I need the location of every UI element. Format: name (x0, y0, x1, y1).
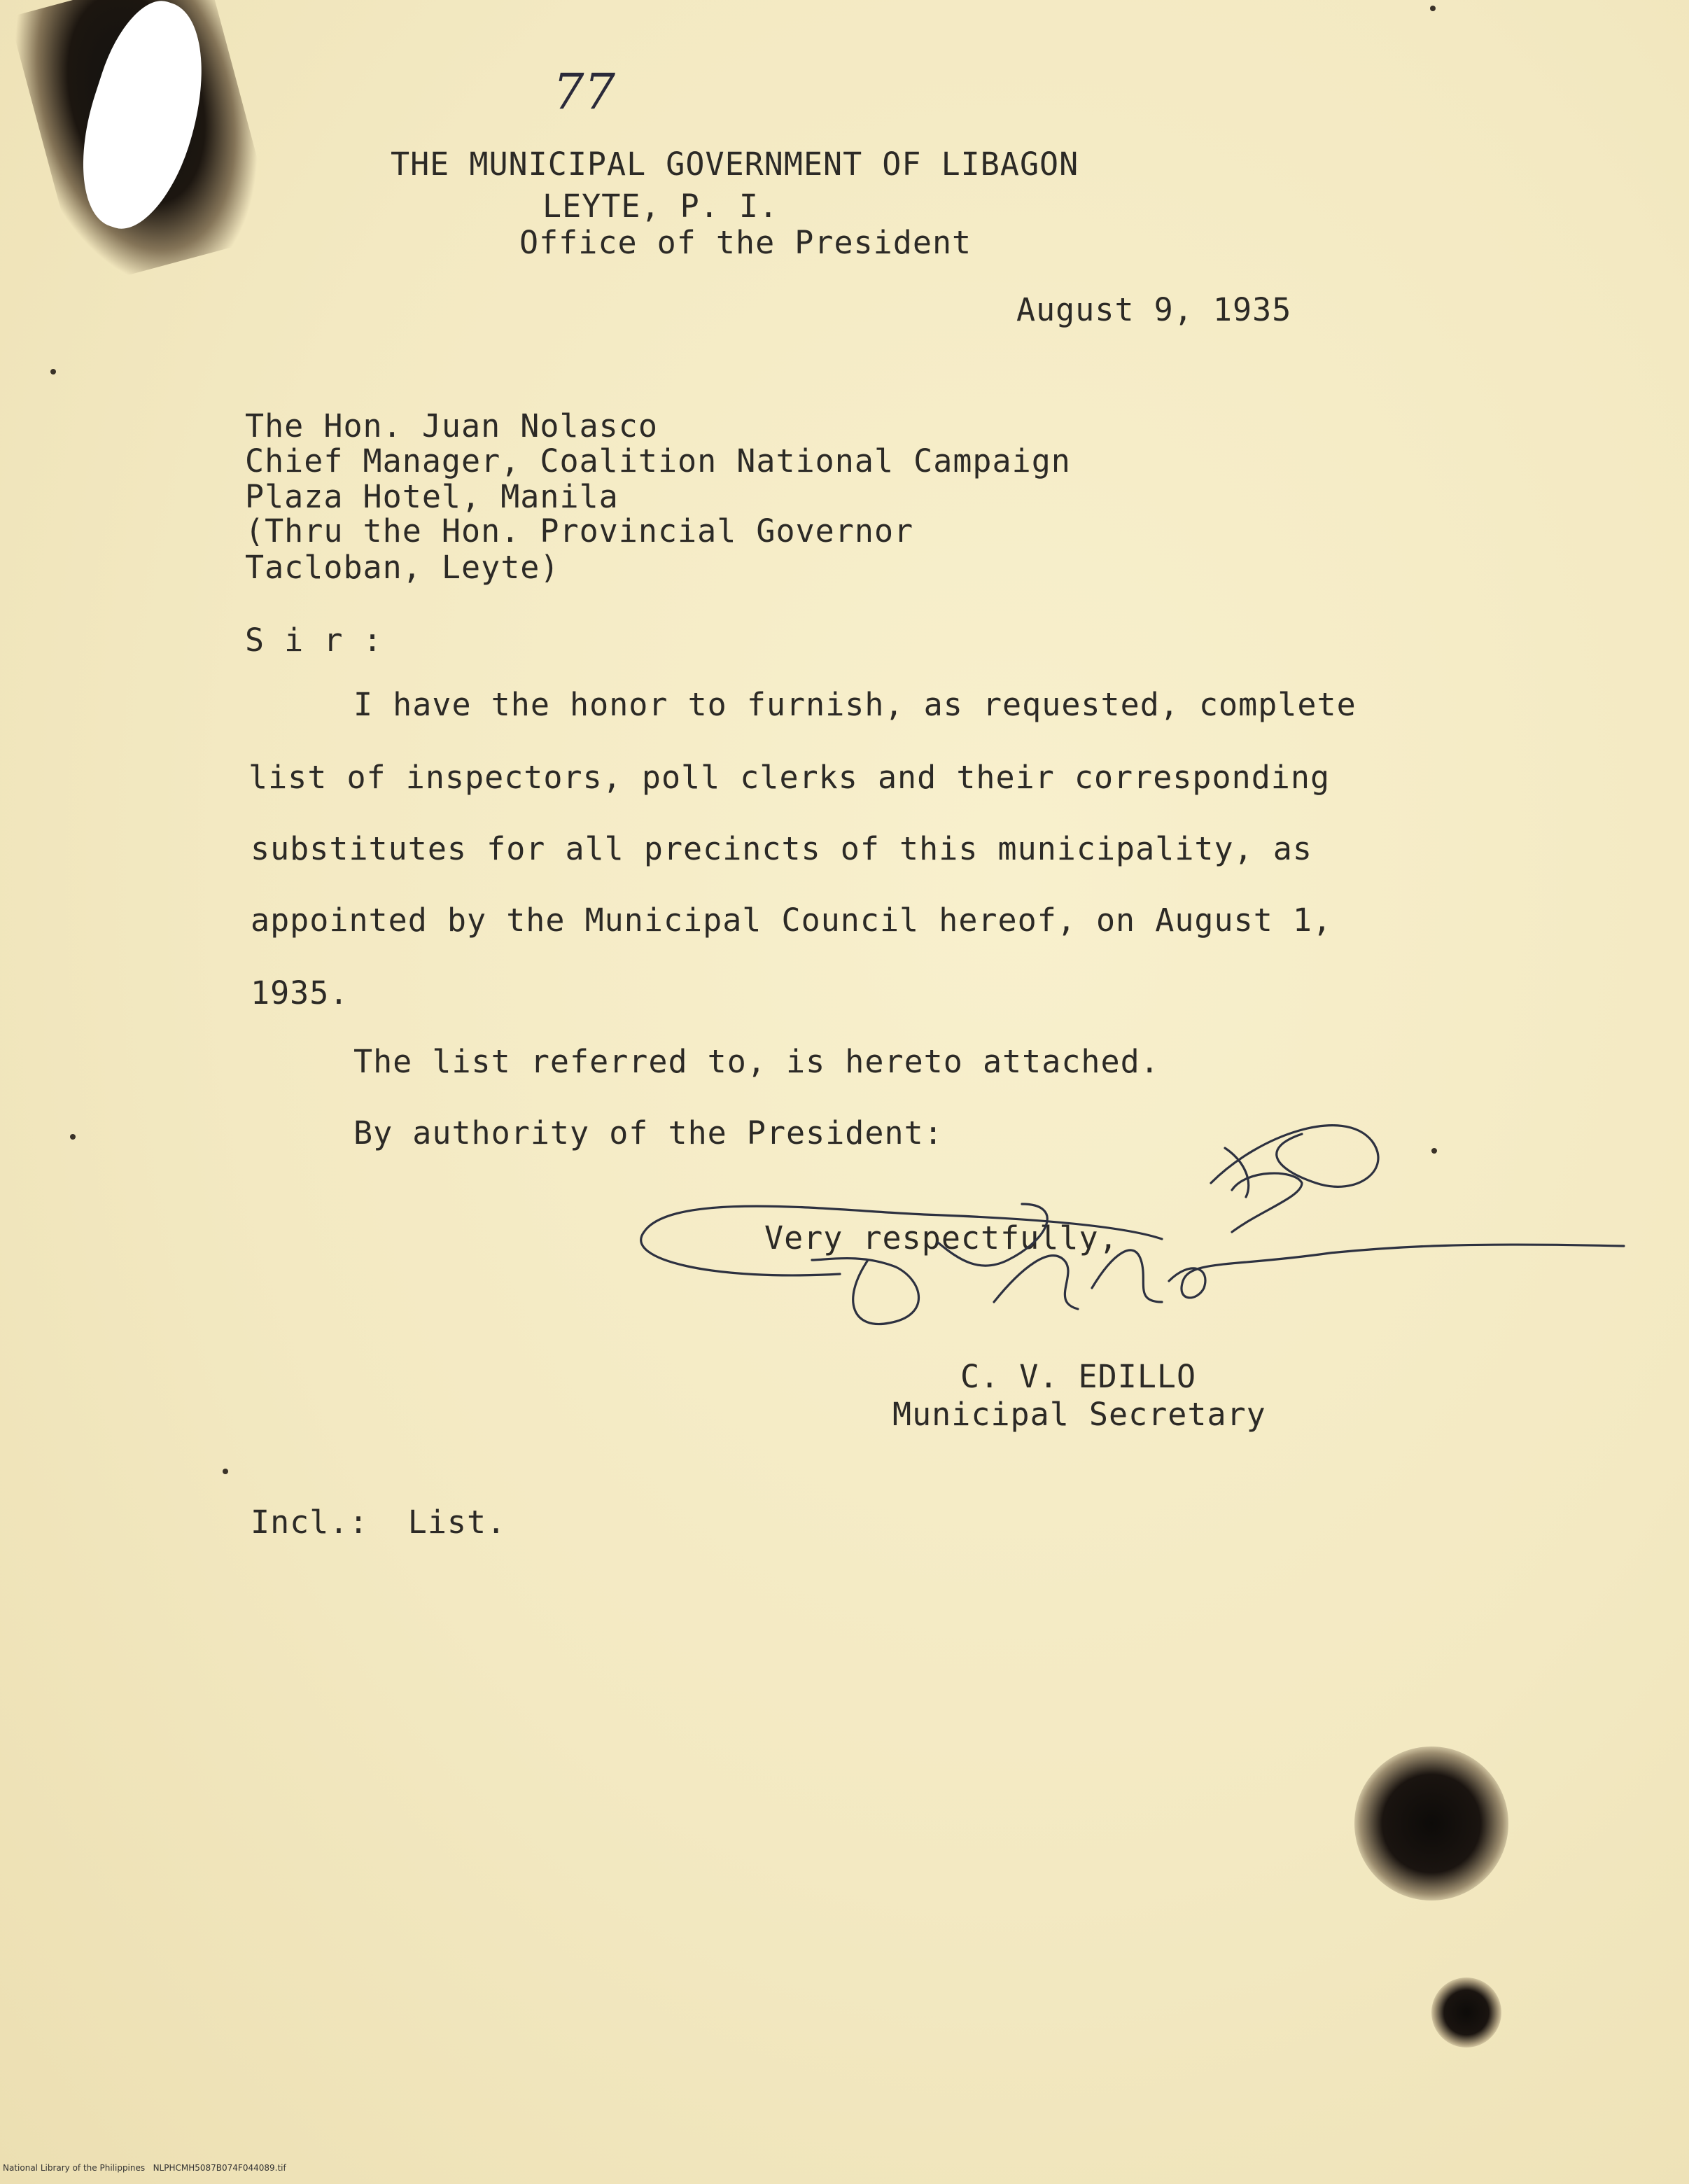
body-line: appointed by the Municipal Council hereof, on August 1, (251, 902, 1333, 939)
signer-name: C. V. EDILLO (960, 1358, 1197, 1395)
closing: Very respectfully, (764, 1219, 1119, 1256)
margin-note: 77 (553, 63, 616, 120)
letterhead-line2: LEYTE, P. I. (542, 188, 779, 225)
body-line: 1935. (251, 974, 349, 1011)
signer-title: Municipal Secretary (892, 1396, 1266, 1433)
handwritten-signature (630, 1092, 1645, 1386)
enclosure-note: Incl.: List. (251, 1504, 507, 1541)
body-line: list of inspectors, poll clerks and their corresponding (248, 759, 1331, 796)
address-line: Plaza Hotel, Manila (245, 478, 619, 515)
archive-footer: National Library of the Philippines NLPHCMH5087B074F044089.tif (3, 2163, 286, 2173)
speck (1430, 6, 1436, 11)
salutation: S i r : (245, 622, 383, 659)
address-line: Tacloban, Leyte) (245, 549, 560, 586)
body-line: I have the honor to furnish, as requested, complete (353, 686, 1357, 723)
authority-line: By authority of the President: (353, 1114, 944, 1152)
speck (50, 369, 56, 374)
attachment-sentence: The list referred to, is hereto attached. (353, 1043, 1160, 1080)
burn-spot-large (1354, 1746, 1508, 1900)
address-line: The Hon. Juan Nolasco (245, 407, 658, 444)
letterhead-line3: Office of the President (519, 224, 972, 261)
body-line: substitutes for all precincts of this municipality, as (251, 830, 1312, 867)
letter-date: August 9, 1935 (1016, 291, 1292, 328)
burn-spot-small (1431, 1977, 1501, 2047)
speck (70, 1134, 76, 1140)
speck (223, 1469, 228, 1474)
letterhead-line1: THE MUNICIPAL GOVERNMENT OF LIBAGON (391, 146, 1079, 183)
address-line: (Thru the Hon. Provincial Governor (245, 512, 914, 550)
address-line: Chief Manager, Coalition National Campaign (245, 442, 1071, 479)
